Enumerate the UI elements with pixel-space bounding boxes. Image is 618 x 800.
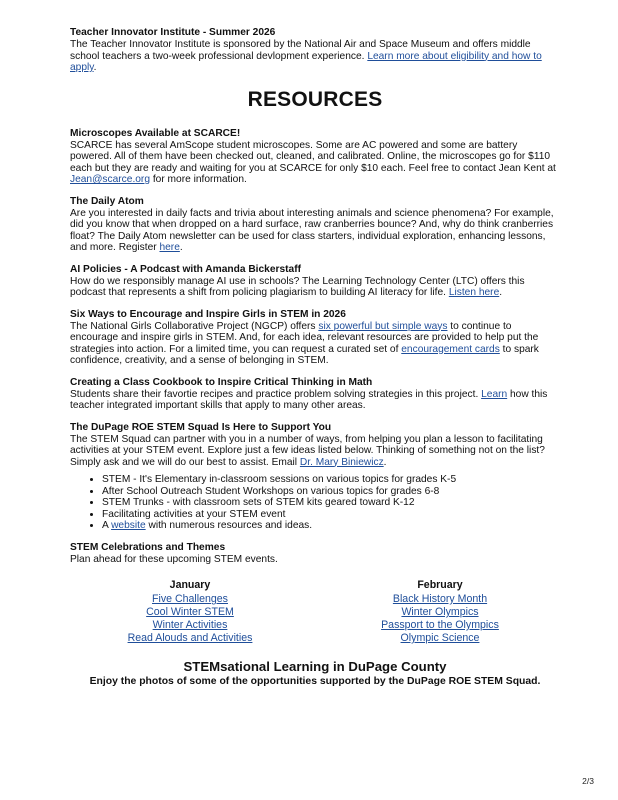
section-title: Microscopes Available at SCARCE! (70, 127, 241, 139)
section-text: The National Girls Collaborative Project (NGCP) offers six powerful but simple ways to continue to encourage and inspire girls in STEM. And, for each idea, relevant resources are provided to help put the strategies into action. For a limited time, you can request a curated set of encouragement cards to spark confidence, creativity, and a sense of belonging in STEM. (70, 320, 539, 366)
microscopes-section (70, 128, 560, 186)
list-item: • After School Outreach Student Workshops on various topics for grades 6-8 (102, 486, 560, 498)
section-text: The STEM Squad can partner with you in a number of ways, from helping you plan a lesson to facilitating activities at your STEM event. Explore just a few ideas listed below. Thinking of something not on the list? Simply ask and we will do our best to assist. Email Dr. Mary Biniewicz. (70, 433, 545, 468)
squad-bullet-list (70, 474, 560, 532)
section-title: The DuPage ROE STEM Squad Is Here to Support You (70, 421, 332, 433)
winter-olympics-link[interactable]: Winter Olympics (401, 606, 479, 618)
january-column (70, 579, 310, 645)
learn-link[interactable]: Learn (481, 388, 508, 400)
list-item: • STEM - It's Elementary in-classroom sessions on various topics for grades K-5 (102, 474, 560, 486)
list-item: • STEM Trunks - with classroom sets of STEM kits geared toward K-12 (102, 497, 560, 509)
list-item: • A website with numerous resources and ideas. (102, 520, 560, 532)
cool-winter-stem-link[interactable]: Cool Winter STEM (146, 606, 234, 618)
passport-olympics-link[interactable]: Passport to the Olympics (381, 619, 499, 631)
girls-stem-section (70, 309, 560, 367)
section-text: Are you interested in daily facts and trivia about interesting animals and science phenomena? For example, did you know that when dropped on a hard surface, raw cranberries bounce? And, why do think cranberries float? The Daily Atom newsletter can be used for class starters, individual exploration, enhancing lessons, and more. Register here. (70, 207, 554, 253)
column-heading: January (169, 579, 211, 591)
section-title: Teacher Innovator Institute - Summer 2026 (70, 27, 276, 38)
section-text: The Teacher Innovator Institute is sponsored by the National Air and Space Museum and offers middle school teachers a two-week professional devlopment experience. Learn more about eligibility and how to apply. (70, 39, 542, 73)
celebrations-section (70, 542, 560, 646)
section-title: STEM Celebrations and Themes (70, 541, 226, 553)
read-alouds-link[interactable]: Read Alouds and Activities (127, 632, 253, 644)
register-link[interactable]: here (159, 242, 180, 253)
newsletter-page (70, 27, 560, 687)
section-text: SCARCE has several AmScope student microscopes. Some are AC powered and some are battery powered. All of them have been checked out, cleaned, and calibrated. Online, the microscopes go for $110 each but they are ready and waiting for you at SCARCE for only $10 each. Feel free to contact Jean Kent at Jean@scarce.org for more information. (70, 139, 556, 185)
stemsational-title: STEMsational Learning in DuPage County (183, 659, 447, 674)
olympic-science-link[interactable]: Olympic Science (400, 632, 480, 644)
february-column (320, 579, 560, 645)
list-item: • Facilitating activities at your STEM event (102, 509, 560, 521)
winter-activities-link[interactable]: Winter Activities (152, 619, 228, 631)
stemsational-subtitle: Enjoy the photos of some of the opportunities supported by the DuPage ROE STEM Squad. (89, 676, 541, 687)
black-history-month-link[interactable]: Black History Month (392, 593, 488, 605)
page-number: 2/3 (582, 776, 594, 786)
teacher-innovator-section (70, 27, 560, 74)
eligibility-link[interactable]: Learn more about eligibility and how to apply (70, 50, 542, 73)
section-title: Six Ways to Encourage and Inspire Girls in STEM in 2026 (70, 308, 346, 320)
listen-link[interactable]: Listen here (448, 287, 500, 298)
resources-heading: RESOURCES (247, 87, 383, 111)
column-heading: February (417, 579, 463, 591)
website-link[interactable]: website (111, 520, 146, 531)
ai-policies-section (70, 264, 560, 299)
daily-atom-section (70, 196, 560, 254)
events-columns (70, 579, 560, 645)
cookbook-section (70, 377, 560, 412)
section-text: How do we responsibly manage AI use in schools? The Learning Technology Center (LTC) offers this podcast that represents a shift from policing plagiarism to building AI literacy for life. Listen here. (70, 275, 525, 298)
section-text: Students share their favortie recipes and practice problem solving strategies in this project. Learn how this teacher integrated important skills that apply to many other areas. (70, 388, 548, 411)
stem-squad-section (70, 422, 560, 532)
section-text: Plan ahead for these upcoming STEM events. (70, 553, 278, 565)
section-title: AI Policies - A Podcast with Amanda Bickerstaff (70, 263, 301, 275)
email-mary-link[interactable]: Dr. Mary Biniewicz (299, 456, 384, 468)
section-title: The Daily Atom (70, 195, 144, 207)
encouragement-cards-link[interactable]: encouragement cards (401, 343, 500, 355)
email-jean-link[interactable]: Jean@scarce.org (70, 174, 150, 185)
five-challenges-link[interactable]: Five Challenges (152, 593, 228, 605)
six-ways-link[interactable]: six powerful but simple ways (318, 320, 448, 332)
section-title: Creating a Class Cookbook to Inspire Critical Thinking in Math (70, 376, 373, 388)
